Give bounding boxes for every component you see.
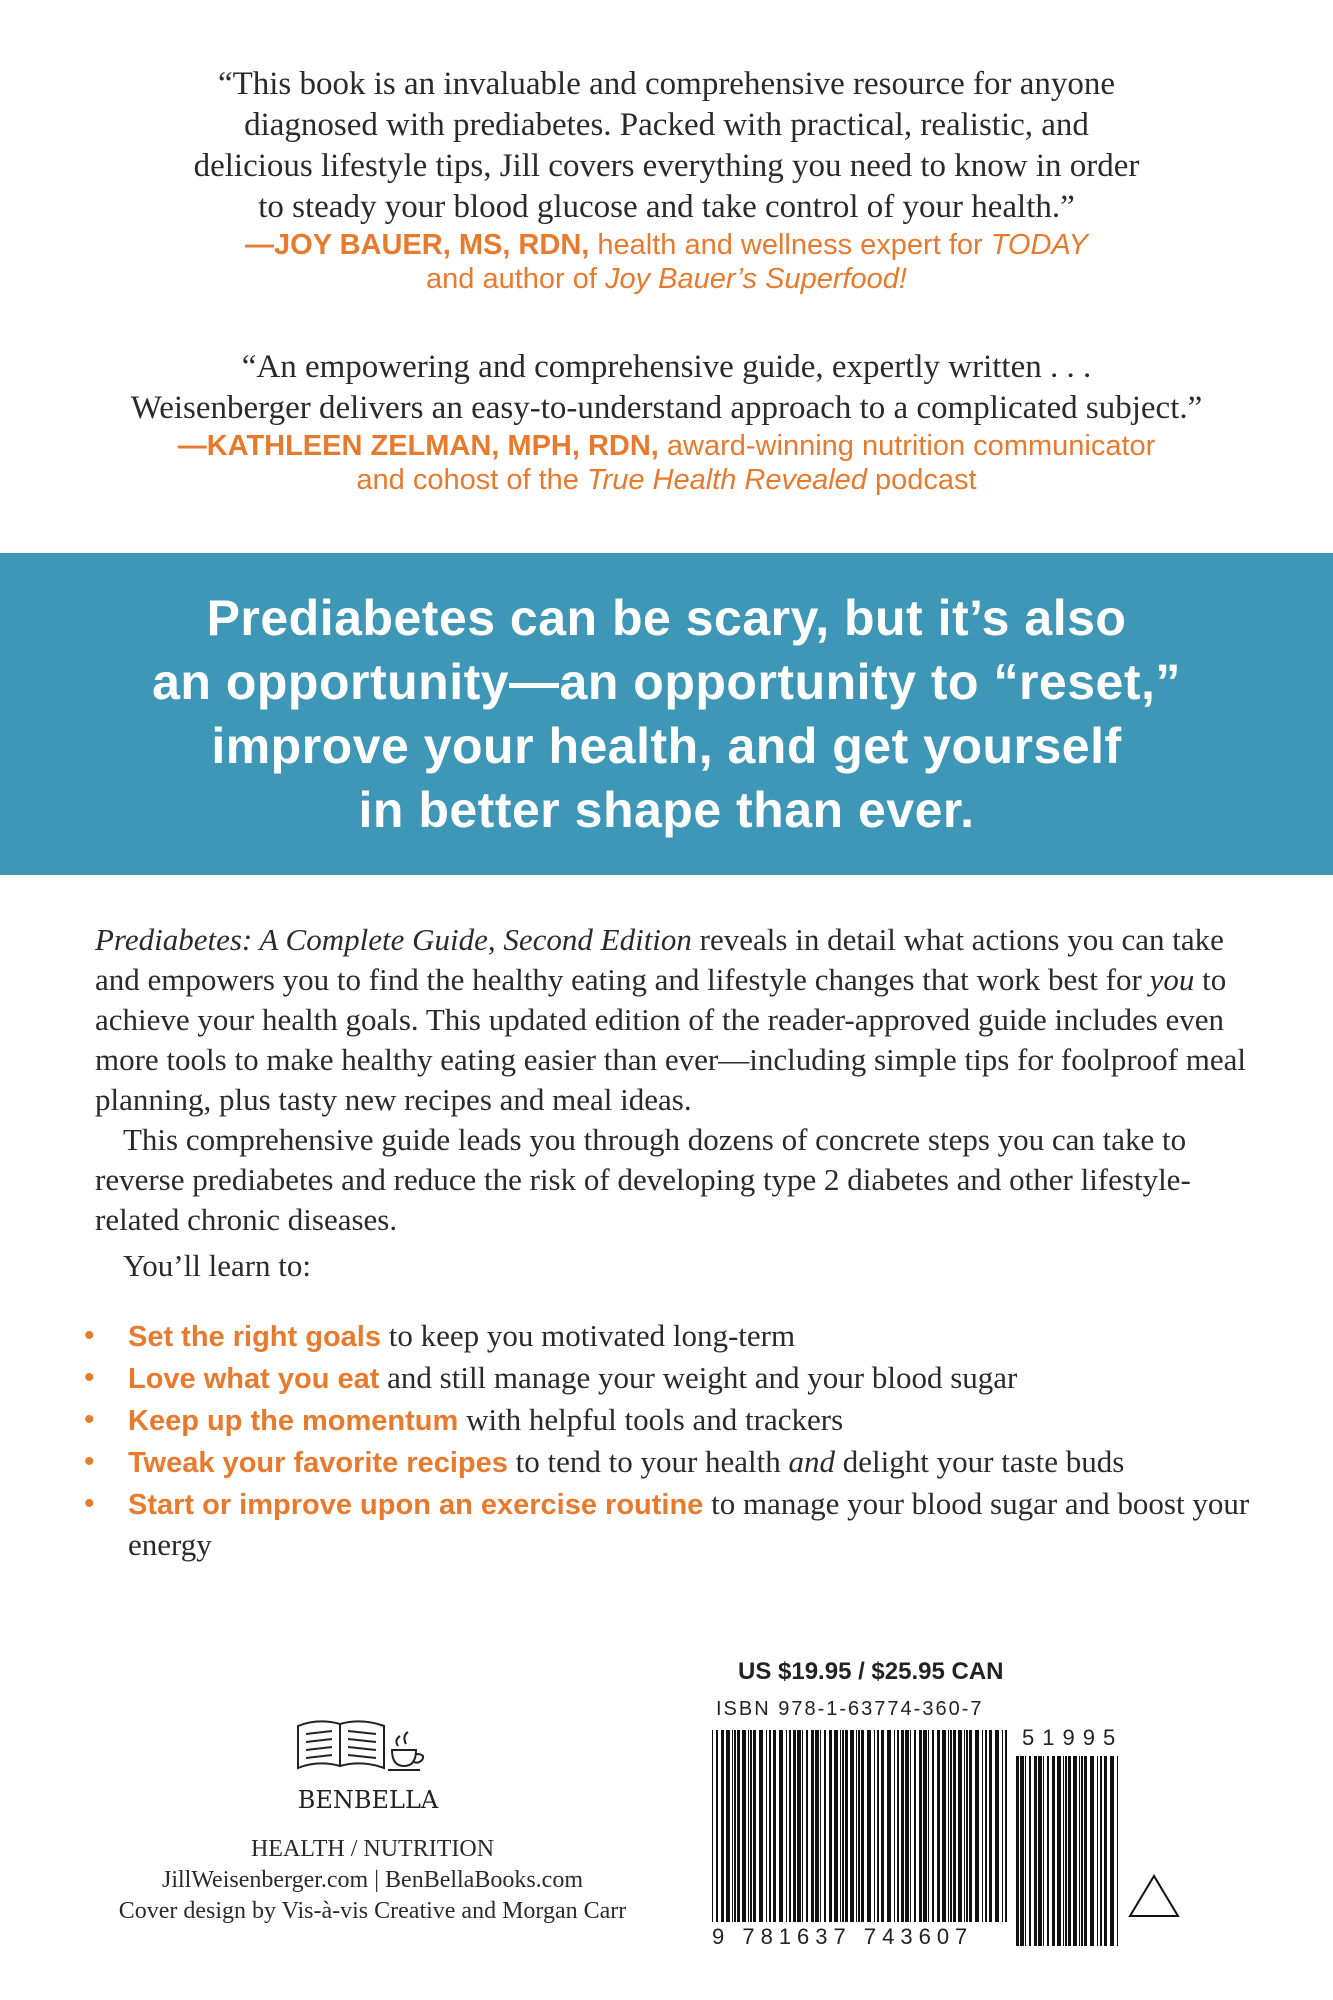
barcode-bar — [1038, 1756, 1042, 1946]
barcode-bar — [845, 1730, 848, 1926]
quote-line: Weisenberger delivers an easy-to-understand approach to a complicated subject.” — [130, 390, 1203, 426]
barcode-bar — [726, 1730, 730, 1926]
quote-line: “This book is an invaluable and comprehensive resource for anyone — [217, 66, 1116, 102]
barcode-bar — [737, 1730, 740, 1926]
description-paragraph-2: This comprehensive guide leads you through dozens of concrete steps you can take to reverse prediabetes and reduce the risk of developing type 2 diabetes and other lifestyle-related chronic diseases. — [95, 1122, 1191, 1237]
barcode-bar — [919, 1730, 922, 1926]
barcode-bar — [1057, 1756, 1061, 1946]
barcode-bar — [815, 1730, 819, 1926]
barcode-bar — [985, 1730, 987, 1926]
attribution-book: Joy Bauer’s Superfood! — [604, 263, 907, 295]
bullet-text: to keep you motivated long-term — [380, 1318, 796, 1353]
barcode-bar — [769, 1730, 771, 1926]
addon-digits: 51995 — [1022, 1725, 1124, 1750]
barcode-bar — [748, 1730, 749, 1926]
barcode-bar — [975, 1730, 979, 1926]
barcode-bar — [1063, 1756, 1064, 1946]
description-text: to achieve your health goals. This updated edition of the reader-approved guide includes even more tools to make healthy eating easier than ever—including simple tips for foolproof meal planning, plus tasty new recipes and meal ideas. — [95, 962, 1246, 1117]
barcode-bar — [773, 1730, 776, 1926]
barcode-bar — [1073, 1756, 1077, 1946]
banner-headline — [67, 586, 1267, 842]
barcode-bar — [928, 1730, 929, 1926]
barcode-bar — [789, 1730, 791, 1926]
price: US $19.95 / $25.95 CAN — [738, 1658, 1004, 1685]
barcode-bar — [942, 1730, 946, 1926]
attribution-pre: and cohost of the — [356, 464, 587, 496]
barcode-bar — [1016, 1756, 1019, 1946]
banner-line: an opportunity—an opportunity to “reset,” — [152, 654, 1181, 710]
barcode-bar — [948, 1730, 949, 1926]
blurb-quote — [80, 347, 1253, 429]
barcode-bar — [793, 1730, 796, 1926]
barcode-bar — [806, 1730, 808, 1926]
barcode-bar — [786, 1730, 787, 1926]
blurb-quote — [80, 64, 1253, 228]
bullet-text: to tend to your health — [507, 1444, 789, 1479]
ean-digits: 9 781637 743607 — [712, 1924, 974, 1949]
barcode-bar — [887, 1730, 891, 1926]
barcode-bar — [753, 1730, 756, 1926]
banner-line: in better shape than ever. — [358, 782, 975, 838]
barcode-bar — [982, 1730, 983, 1926]
barcode-bar — [766, 1730, 767, 1926]
barcode-bar — [1002, 1730, 1003, 1926]
blurb-kathleen-zelman — [80, 347, 1253, 497]
barcode-bar — [1052, 1756, 1055, 1946]
isbn-barcode — [710, 1726, 1224, 1952]
bullet-highlight: Love what you eat — [128, 1363, 380, 1395]
list-item — [82, 1316, 1262, 1357]
barcode-bar — [1097, 1756, 1098, 1946]
barcode-bar — [969, 1730, 972, 1926]
barcode-bar — [1025, 1756, 1026, 1946]
list-item — [82, 1442, 1262, 1483]
barcode-bar — [914, 1730, 916, 1926]
attribution-pre: and author of — [426, 263, 605, 295]
barcode-bar — [1079, 1756, 1080, 1946]
bullet-text: and still manage your weight and your blood sugar — [379, 1360, 1018, 1395]
barcode-bar — [750, 1730, 752, 1926]
bullet-text: delight your taste buds — [835, 1444, 1125, 1479]
emphasis-you: you — [1149, 962, 1195, 997]
blurb-attribution — [80, 429, 1253, 497]
bullet-highlight: Tweak your favorite recipes — [128, 1447, 508, 1479]
attribution-name: —JOY BAUER, MS, RDN, — [245, 229, 590, 261]
barcode-bar — [856, 1730, 857, 1926]
barcode-bar — [797, 1730, 801, 1926]
attribution-title: award-winning nutrition communicator — [658, 430, 1156, 462]
barcode-bar — [759, 1730, 763, 1926]
barcode-bar — [861, 1730, 864, 1926]
quote-line: delicious lifestyle tips, Jill covers everything you need to know in order — [193, 148, 1140, 184]
barcode-bar — [1065, 1756, 1067, 1946]
learn-intro: You’ll learn to: — [123, 1248, 312, 1283]
barcode-bar — [989, 1730, 992, 1926]
quote-line: “An empowering and comprehensive guide, expertly written . . . — [241, 349, 1092, 385]
barcode-bar — [1047, 1756, 1049, 1946]
barcode-bar — [932, 1730, 934, 1926]
cover-credit: Cover design by Vis-à-vis Creative and Morgan Carr — [118, 1898, 627, 1924]
barcode-bar — [966, 1730, 968, 1926]
bullet-text: to manage your blood sugar and boost your energy — [128, 1486, 1250, 1562]
barcode-bar — [742, 1730, 746, 1926]
barcode-bar — [874, 1730, 875, 1926]
quote-line: to steady your blood glucose and take control of your health.” — [258, 189, 1075, 225]
barcode-bar — [901, 1730, 904, 1926]
list-item — [82, 1358, 1262, 1399]
list-item — [82, 1484, 1262, 1565]
barcode-bar — [834, 1730, 838, 1926]
headline-banner — [0, 553, 1333, 875]
barcode-bar — [910, 1730, 911, 1926]
barcode-bar — [894, 1730, 895, 1926]
blurb-attribution — [80, 228, 1253, 296]
description-text: reveals in detail what actions you can take and empowers you to find the healthy eating and lifestyle changes that work best for — [95, 922, 1224, 997]
learning-list — [82, 1316, 1262, 1566]
barcode-bar — [1020, 1756, 1024, 1946]
attribution-show: TODAY — [990, 229, 1088, 261]
barcode-bar — [1081, 1756, 1083, 1946]
barcode-bar — [881, 1730, 884, 1926]
barcode-bar — [937, 1730, 940, 1926]
barcode-bar — [897, 1730, 899, 1926]
barcode-bar — [958, 1730, 962, 1926]
barcode-bar — [867, 1730, 871, 1926]
barcode-bar — [1034, 1756, 1037, 1946]
banner-line: improve your health, and get yourself — [211, 718, 1122, 774]
blurb-joy-bauer — [80, 64, 1253, 296]
barcode-bar — [712, 1730, 713, 1926]
barcode-bar — [732, 1730, 733, 1926]
barcode-bar — [842, 1730, 844, 1926]
attribution-title: health and wellness expert for — [589, 229, 991, 261]
barcode-bar — [829, 1730, 832, 1926]
barcode-bar — [734, 1730, 736, 1926]
banner-line: Prediabetes can be scary, but it’s also — [206, 590, 1127, 646]
bullet-text: with helpful tools and trackers — [458, 1402, 844, 1437]
attribution-name: —KATHLEEN ZELMAN, MPH, RDN, — [177, 430, 659, 462]
attribution-post: podcast — [866, 464, 977, 496]
barcode-bar — [858, 1730, 860, 1926]
barcode-bar — [1029, 1756, 1031, 1946]
book-category: HEALTH / NUTRITION — [250, 1836, 495, 1862]
attribution-podcast: True Health Revealed — [586, 464, 867, 496]
barcode-bar — [1068, 1756, 1071, 1946]
barcode-bar — [1043, 1756, 1044, 1946]
barcode-bar — [1090, 1756, 1094, 1946]
publisher-info — [60, 1834, 685, 1927]
websites: JillWeisenberger.com | BenBellaBooks.com — [161, 1867, 584, 1893]
quote-line: diagnosed with prediabetes. Packed with practical, realistic, and — [244, 107, 1089, 143]
list-item — [82, 1400, 1262, 1441]
book-title: Prediabetes: A Complete Guide, Second Edition — [95, 922, 692, 957]
barcode-bar — [923, 1730, 927, 1926]
barcode-bar — [840, 1730, 841, 1926]
triangle-icon — [1130, 1876, 1178, 1916]
bullet-highlight: Keep up the momentum — [128, 1405, 459, 1437]
barcode-bar — [1005, 1730, 1007, 1926]
barcode-bar — [824, 1730, 826, 1926]
isbn-label: ISBN 978-1-63774-360-7 — [716, 1698, 984, 1720]
benbella-logo — [288, 1710, 448, 1820]
bullet-highlight: Start or improve upon an exercise routine — [128, 1489, 704, 1521]
barcode-bar — [1110, 1756, 1114, 1946]
barcode-bar — [1104, 1756, 1107, 1946]
bullet-emphasis: and — [788, 1444, 836, 1479]
barcode-bar — [877, 1730, 879, 1926]
barcode-bar — [721, 1730, 724, 1926]
barcode-bar — [716, 1730, 718, 1926]
barcode-bar — [802, 1730, 803, 1926]
bullet-highlight: Set the right goals — [128, 1321, 381, 1353]
barcode-bar — [950, 1730, 952, 1926]
barcode-bar — [1084, 1756, 1087, 1946]
barcode-bar — [850, 1730, 854, 1926]
barcode-bar — [905, 1730, 909, 1926]
barcode-bar — [779, 1730, 783, 1926]
barcode-bar — [964, 1730, 965, 1926]
barcode-bar — [811, 1730, 814, 1926]
barcode-bar — [1100, 1756, 1102, 1946]
description-paragraph-1 — [95, 920, 1255, 1120]
book-description — [95, 920, 1255, 1286]
logo-wordmark: BENBELLA — [297, 1786, 439, 1814]
barcode-bar — [820, 1730, 821, 1926]
barcode-bar — [953, 1730, 956, 1926]
barcode-bar — [1117, 1756, 1118, 1946]
barcode-bar — [995, 1730, 999, 1926]
